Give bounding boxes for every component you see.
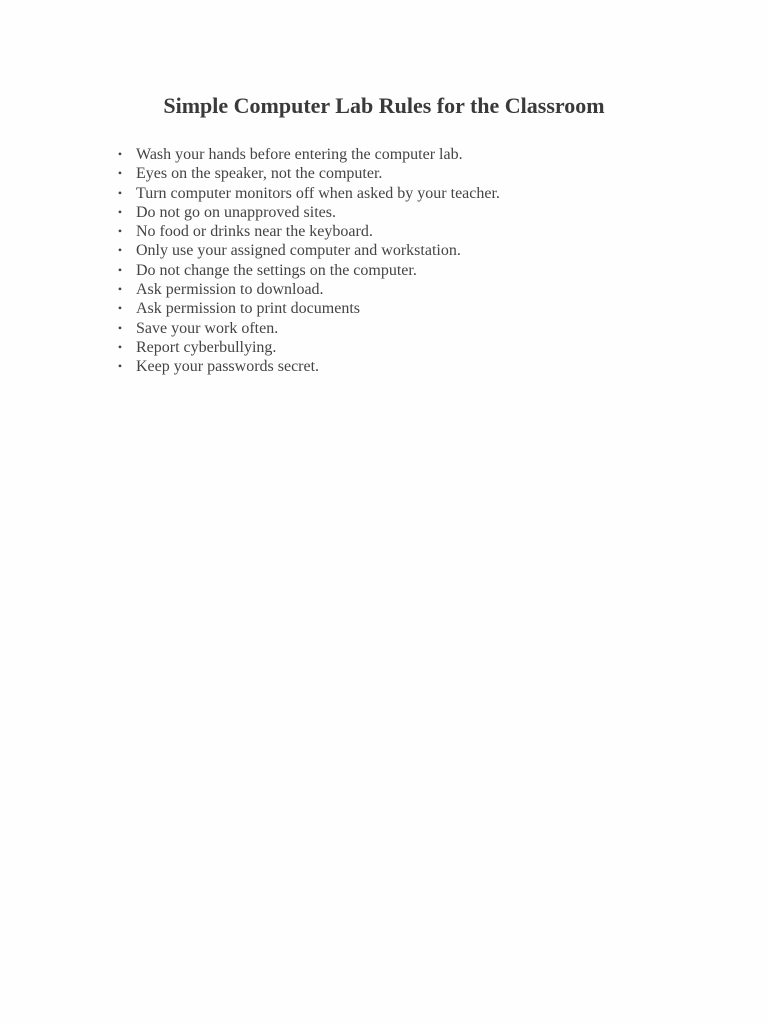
bullet-icon: • <box>117 204 123 219</box>
bullet-icon: • <box>117 243 123 258</box>
list-item <box>117 241 500 260</box>
rule-text: Do not change the settings on the computer. <box>136 261 417 279</box>
rule-text: Ask permission to download. <box>136 281 324 299</box>
bullet-icon: • <box>117 185 123 200</box>
bullet-icon: • <box>117 339 123 354</box>
list-item <box>117 222 500 241</box>
bullet-icon: • <box>117 224 123 239</box>
rule-text: No food or drinks near the keyboard. <box>136 223 373 241</box>
rule-text: Keep your passwords secret. <box>136 358 320 376</box>
rule-text: Turn computer monitors off when asked by your teacher. <box>136 184 500 202</box>
list-item <box>117 145 500 164</box>
rule-text: Save your work often. <box>136 319 279 337</box>
bullet-icon: • <box>117 282 123 297</box>
list-item <box>117 299 500 318</box>
list-item <box>117 184 500 203</box>
list-item <box>117 280 500 299</box>
rule-text: Report cyberbullying. <box>136 338 277 356</box>
rule-text: Eyes on the speaker, not the computer. <box>136 165 383 183</box>
list-item <box>117 203 500 222</box>
document-title: Simple Computer Lab Rules for the Classroom <box>163 93 605 118</box>
rule-text: Only use your assigned computer and workstation. <box>136 242 461 260</box>
list-item <box>117 338 500 357</box>
list-item <box>117 261 500 280</box>
bullet-icon: • <box>117 147 123 161</box>
list-item <box>117 319 500 338</box>
bullet-icon: • <box>117 166 123 181</box>
rule-text: Do not go on unapproved sites. <box>136 203 336 221</box>
rule-text: Ask permission to print documents <box>136 300 360 318</box>
bullet-icon: • <box>117 320 123 335</box>
rules-list <box>117 145 500 377</box>
list-item <box>117 164 500 183</box>
list-item <box>117 357 500 376</box>
bullet-icon: • <box>117 262 123 277</box>
rule-text: Wash your hands before entering the computer lab. <box>136 146 463 163</box>
bullet-icon: • <box>117 359 123 374</box>
bullet-icon: • <box>117 301 123 316</box>
